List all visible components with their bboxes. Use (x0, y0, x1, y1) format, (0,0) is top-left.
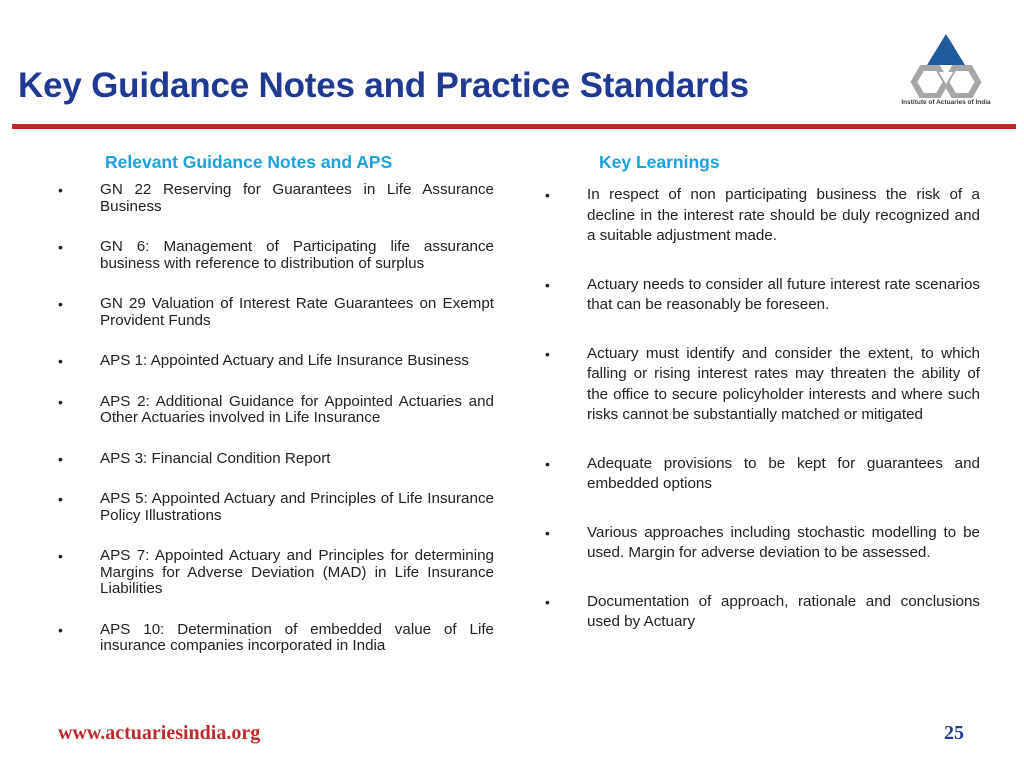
list-item-text: APS 3: Financial Condition Report (100, 449, 331, 467)
bullet-icon: • (545, 345, 550, 362)
list-item-text: Various approaches including stochastic modelling to be used. Margin for adverse deviation to be assessed. (587, 523, 980, 561)
list-item-text: Adequate provisions to be kept for guarantees and embedded options (587, 454, 980, 492)
page-number: 25 (944, 722, 964, 744)
bullet-icon: • (58, 450, 63, 467)
slide-title: Key Guidance Notes and Practice Standards (18, 66, 749, 105)
list-item (58, 451, 494, 468)
list-item-text: APS 5: Appointed Actuary and Principles of Life Insurance Policy Illustrations (100, 490, 494, 524)
list-item-text: Actuary needs to consider all future interest rate scenarios that can be reasonably be foreseen. (587, 275, 980, 313)
bullet-icon: • (58, 353, 63, 369)
list-item (545, 454, 980, 495)
bullet-icon: • (545, 276, 550, 293)
list-item (58, 239, 494, 272)
list-item (58, 548, 494, 598)
list-item-text: GN 6: Management of Participating life assurance business with reference to distribution of surplus (100, 238, 494, 272)
list-item-text: GN 29 Valuation of Interest Rate Guarantees on Exempt Provident Funds (100, 295, 494, 329)
institute-logo (896, 32, 996, 110)
list-item-text: In respect of non participating business the risk of a decline in the interest rate should be duly recognized and a suitable adjustment made. (587, 186, 980, 244)
list-item-text: APS 10: Determination of embedded value of Life insurance companies incorporated in India (100, 620, 494, 654)
left-column-heading: Relevant Guidance Notes and APS (105, 152, 393, 172)
logo-triangle-icon (908, 32, 984, 98)
bullet-icon: • (58, 239, 63, 255)
bullet-icon: • (545, 524, 550, 541)
title-divider (12, 124, 1016, 129)
list-item-text: GN 22 Reserving for Guarantees in Life Assurance Business (100, 181, 494, 215)
footer-website-link[interactable]: www.actuariesindia.org (58, 722, 261, 744)
list-item (58, 296, 494, 329)
list-item-text: APS 2: Additional Guidance for Appointed Actuaries and Other Actuaries involved in Life Insurance (100, 392, 494, 426)
list-item (545, 344, 980, 426)
list-item (58, 394, 494, 427)
right-column-heading: Key Learnings (599, 152, 720, 172)
logo-caption: Institute of Actuaries of India (901, 99, 991, 106)
bullet-icon: • (58, 393, 63, 410)
list-item (545, 523, 980, 564)
list-item (58, 491, 494, 524)
key-learnings-list (545, 185, 980, 661)
list-item-text: APS 7: Appointed Actuary and Principles for determining Margins for Adverse Deviation (MAD) in Life Insurance Liabilities (100, 547, 494, 597)
list-item (545, 275, 980, 316)
bullet-icon: • (58, 182, 63, 198)
list-item (545, 185, 980, 247)
list-item (58, 622, 494, 655)
list-item-text: Documentation of approach, rationale and conclusions used by Actuary (587, 592, 980, 630)
bullet-icon: • (58, 296, 63, 312)
guidance-notes-list (58, 182, 494, 679)
list-item-text: Actuary must identify and consider the extent, to which falling or rising interest rates may threaten the ability of the office to secure policyholder interests and where such risks cannot be substantially matched or mitigated (587, 344, 980, 423)
bullet-icon: • (58, 548, 63, 564)
bullet-icon: • (545, 593, 550, 610)
list-item (545, 592, 980, 633)
bullet-icon: • (58, 491, 63, 507)
bullet-icon: • (58, 621, 63, 638)
list-item-text: APS 1: Appointed Actuary and Life Insurance Business (100, 352, 469, 369)
list-item (58, 353, 494, 370)
list-item (58, 182, 494, 215)
bullet-icon: • (545, 187, 550, 203)
bullet-icon: • (545, 455, 550, 472)
